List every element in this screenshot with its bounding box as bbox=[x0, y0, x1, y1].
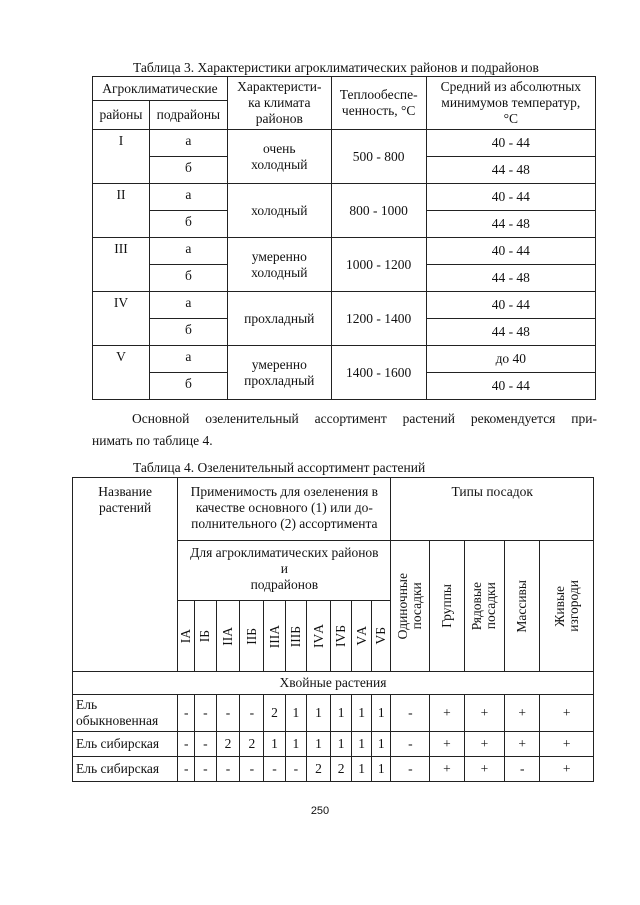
applicability-cell: 1 bbox=[371, 757, 391, 782]
applicability-cell: - bbox=[178, 757, 195, 782]
applicability-cell: 1 bbox=[371, 695, 391, 732]
applicability-cell: - bbox=[216, 695, 240, 732]
table3-agroclimatic-regions bbox=[92, 76, 596, 400]
region-cell: V bbox=[93, 346, 150, 400]
applicability-cell: - bbox=[195, 757, 216, 782]
temperature-cell: 40 - 44 bbox=[426, 292, 595, 319]
heat-cell: 1400 - 1600 bbox=[331, 346, 426, 400]
table3-header-row bbox=[93, 77, 596, 101]
subregion-code-label: IIА bbox=[220, 626, 235, 646]
applicability-cell: 2 bbox=[307, 757, 331, 782]
applicability-cell: 1 bbox=[352, 757, 372, 782]
planting-type-label: Группы bbox=[438, 584, 454, 628]
subregion-cell: а bbox=[149, 184, 227, 211]
planting-cell: + bbox=[464, 732, 505, 757]
applicability-cell: - bbox=[264, 757, 285, 782]
planting-cell: + bbox=[430, 695, 464, 732]
subregion-code-label: IIIА bbox=[266, 624, 282, 648]
applicability-cell: - bbox=[178, 732, 195, 757]
header-subregion-code bbox=[264, 601, 285, 672]
table-row bbox=[93, 346, 596, 373]
applicability-cell: - bbox=[195, 695, 216, 732]
header-planting-type bbox=[505, 541, 540, 672]
header-subregions: подрайоны bbox=[149, 101, 227, 130]
header-planting-type bbox=[391, 541, 430, 672]
climate-cell: очень холодный bbox=[227, 130, 331, 184]
planting-cell: - bbox=[505, 757, 540, 782]
header-subregion-code bbox=[352, 601, 372, 672]
applicability-cell: 1 bbox=[285, 732, 306, 757]
header-climate: Характеристи- ка климата районов bbox=[227, 77, 331, 130]
heat-cell: 500 - 800 bbox=[331, 130, 426, 184]
applicability-cell: 2 bbox=[264, 695, 285, 732]
region-cell: III bbox=[93, 238, 150, 292]
planting-type-label: Рядовые посадки bbox=[469, 581, 499, 631]
subregion-code-label: IVБ bbox=[333, 625, 349, 648]
paragraph-line-1: Основной озеленительный ассортимент растений рекомендуется при- bbox=[132, 411, 597, 426]
applicability-cell: 1 bbox=[352, 732, 372, 757]
planting-cell: + bbox=[464, 695, 505, 732]
temperature-cell: 40 - 44 bbox=[426, 373, 595, 400]
plant-name-cell: Ель обыкновенная bbox=[73, 695, 178, 732]
table4-caption: Таблица 4. Озеленительный ассортимент растений bbox=[133, 460, 426, 475]
header-planting-type bbox=[540, 541, 594, 672]
table-row bbox=[93, 184, 596, 211]
header-subregion-code bbox=[195, 601, 216, 672]
planting-cell: + bbox=[540, 757, 594, 782]
header-by-region: Для агроклиматических районов и подрайонов bbox=[178, 541, 391, 601]
temperature-cell: 44 - 48 bbox=[426, 265, 595, 292]
subregion-code-label: IIIБ bbox=[287, 625, 303, 647]
header-agro: Агроклиматические bbox=[93, 77, 228, 101]
temperature-cell: 40 - 44 bbox=[426, 238, 595, 265]
climate-cell: прохладный bbox=[227, 292, 331, 346]
climate-cell: холодный bbox=[227, 184, 331, 238]
temperature-cell: 44 - 48 bbox=[426, 157, 595, 184]
applicability-cell: - bbox=[240, 757, 264, 782]
subregion-cell: а bbox=[149, 346, 227, 373]
section-conifers: Хвойные растения bbox=[73, 672, 594, 695]
subregion-cell: б bbox=[149, 211, 227, 238]
header-subregion-code bbox=[285, 601, 306, 672]
applicability-cell: 1 bbox=[330, 695, 351, 732]
temperature-cell: 44 - 48 bbox=[426, 211, 595, 238]
subregion-cell: б bbox=[149, 319, 227, 346]
applicability-cell: 1 bbox=[352, 695, 372, 732]
header-subregion-code bbox=[307, 601, 331, 672]
applicability-cell: 1 bbox=[264, 732, 285, 757]
climate-cell: умеренно прохладный bbox=[227, 346, 331, 400]
planting-cell: + bbox=[505, 732, 540, 757]
temperature-cell: 44 - 48 bbox=[426, 319, 595, 346]
planting-cell: + bbox=[540, 695, 594, 732]
subregion-code-label: VБ bbox=[373, 627, 389, 645]
table4-planting-assortment bbox=[72, 477, 594, 782]
applicability-cell: - bbox=[285, 757, 306, 782]
planting-cell: - bbox=[391, 757, 430, 782]
planting-cell: - bbox=[391, 732, 430, 757]
region-cell: II bbox=[93, 184, 150, 238]
applicability-cell: 1 bbox=[285, 695, 306, 732]
header-plant-name: Название растений bbox=[73, 478, 178, 672]
region-cell: IV bbox=[93, 292, 150, 346]
temperature-cell: 40 - 44 bbox=[426, 130, 595, 157]
header-heat: Теплообеспе- ченность, °С bbox=[331, 77, 426, 130]
applicability-cell: - bbox=[178, 695, 195, 732]
subregion-cell: а bbox=[149, 292, 227, 319]
table-row bbox=[93, 130, 596, 157]
applicability-cell: 1 bbox=[371, 732, 391, 757]
applicability-cell: 1 bbox=[307, 732, 331, 757]
subregion-code-label: IIБ bbox=[243, 627, 259, 645]
paragraph-line-2: нимать по таблице 4. bbox=[92, 433, 213, 448]
climate-cell: умеренно холодный bbox=[227, 238, 331, 292]
table4-header-row bbox=[73, 478, 594, 541]
applicability-cell: 2 bbox=[216, 732, 240, 757]
planting-cell: + bbox=[505, 695, 540, 732]
table-row bbox=[73, 732, 594, 757]
page-number: 250 bbox=[310, 805, 330, 817]
header-planting-type bbox=[464, 541, 505, 672]
header-subregion-code bbox=[216, 601, 240, 672]
heat-cell: 800 - 1000 bbox=[331, 184, 426, 238]
header-applicability: Применимость для озеленения в качестве основного (1) или до- полнительного (2) ассортимента bbox=[178, 478, 391, 541]
table-row bbox=[93, 238, 596, 265]
table-row bbox=[73, 757, 594, 782]
subregion-code-label: VА bbox=[353, 626, 369, 646]
planting-type-label: Массивы bbox=[514, 579, 530, 633]
planting-cell: + bbox=[540, 732, 594, 757]
header-subregion-code bbox=[330, 601, 351, 672]
header-planting-types: Типы посадок bbox=[391, 478, 594, 541]
planting-cell: + bbox=[430, 732, 464, 757]
temperature-cell: до 40 bbox=[426, 346, 595, 373]
header-subregion-code bbox=[371, 601, 391, 672]
plant-name-cell: Ель сибирская bbox=[73, 732, 178, 757]
region-cell: I bbox=[93, 130, 150, 184]
subregion-cell: б bbox=[149, 265, 227, 292]
body-paragraph bbox=[92, 408, 597, 452]
heat-cell: 1200 - 1400 bbox=[331, 292, 426, 346]
applicability-cell: 2 bbox=[240, 732, 264, 757]
subregion-cell: а bbox=[149, 130, 227, 157]
temperature-cell: 40 - 44 bbox=[426, 184, 595, 211]
applicability-cell: - bbox=[195, 732, 216, 757]
applicability-cell: 1 bbox=[307, 695, 331, 732]
header-subregion-code bbox=[240, 601, 264, 672]
subregion-cell: а bbox=[149, 238, 227, 265]
heat-cell: 1000 - 1200 bbox=[331, 238, 426, 292]
table-row bbox=[73, 695, 594, 732]
subregion-code-label: IVА bbox=[310, 624, 326, 649]
subregion-cell: б bbox=[149, 157, 227, 184]
plant-name-cell: Ель сибирская bbox=[73, 757, 178, 782]
table-row bbox=[93, 292, 596, 319]
planting-cell: - bbox=[391, 695, 430, 732]
header-planting-type bbox=[430, 541, 464, 672]
header-subregion-code bbox=[178, 601, 195, 672]
header-regions: районы bbox=[93, 101, 150, 130]
planting-type-label: Одиночные посадки bbox=[395, 572, 425, 640]
applicability-cell: 1 bbox=[330, 732, 351, 757]
subregion-code-label: IБ bbox=[197, 630, 213, 643]
applicability-cell: - bbox=[216, 757, 240, 782]
table4-section-row bbox=[73, 672, 594, 695]
header-temp: Средний из абсолютных минимумов температур, °С bbox=[426, 77, 595, 130]
planting-type-label: Живые изгороди bbox=[551, 580, 581, 632]
applicability-cell: 2 bbox=[330, 757, 351, 782]
subregion-code-label: IА bbox=[178, 629, 194, 644]
subregion-cell: б bbox=[149, 373, 227, 400]
table3-caption: Таблица 3. Характеристики агроклиматических районов и подрайонов bbox=[133, 60, 539, 75]
applicability-cell: - bbox=[240, 695, 264, 732]
planting-cell: + bbox=[430, 757, 464, 782]
planting-cell: + bbox=[464, 757, 505, 782]
